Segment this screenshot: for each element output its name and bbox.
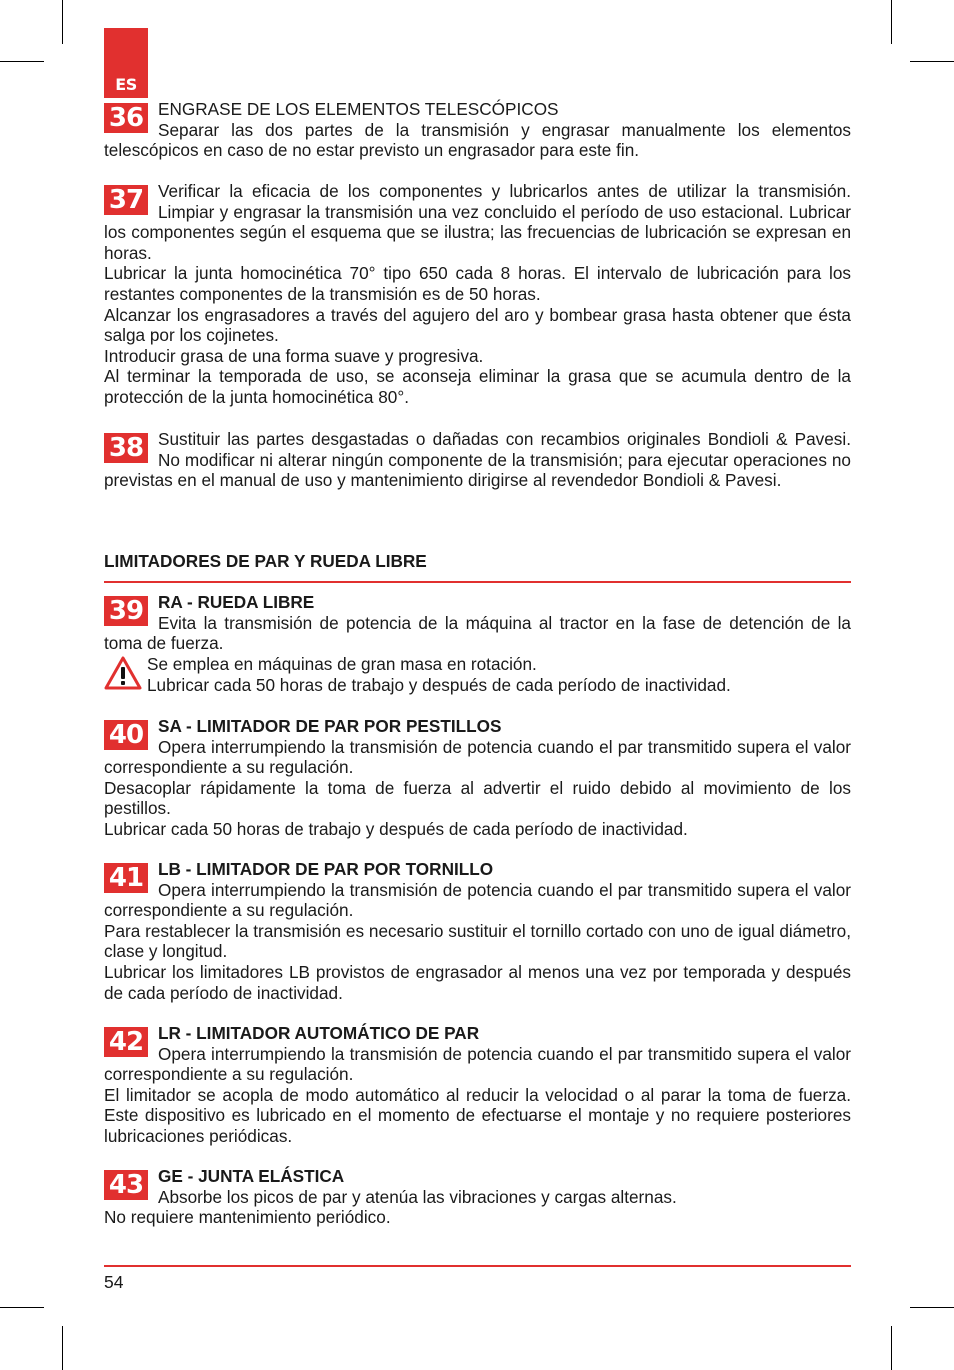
section-number: 42 xyxy=(104,1027,148,1057)
crop-mark xyxy=(910,61,954,62)
paragraph: Verificar la eficacia de los componentes y lubricarlos antes de utilizar la transmisión. Limpiar y engrasar la transmisión una vez concluido el período de uso estacional. Lubricar los componentes según el esquema que se ilustra; las frecuencias de lubricación se expresan en horas. xyxy=(104,181,851,263)
page-number: 54 xyxy=(104,1272,124,1292)
paragraph: Lubricar la junta homocinética 70° tipo 650 cada 8 horas. El intervalo de lubricación para los restantes componentes de la transmisión es de 50 horas. xyxy=(104,263,851,304)
paragraph: Sustituir las partes desgastadas o dañadas con recambios originales Bondioli & Pavesi. No modificar ni alterar ningún componente de la transmisión; para ejecutar operaciones no previstas en el manual de uso y mantenimiento dirigirse al revendedor Bondioli & Pavesi. xyxy=(104,429,851,491)
section-title: ENGRASE DE LOS ELEMENTOS TELESCÓPICOS xyxy=(158,99,559,119)
crop-mark xyxy=(0,1307,44,1308)
section-41 xyxy=(104,859,851,1003)
warning-icon xyxy=(104,656,142,690)
language-tab xyxy=(104,28,148,98)
paragraph: Evita la transmisión de potencia de la máquina al tractor en la fase de detención de la toma de fuerza. xyxy=(104,612,851,654)
section-number: 38 xyxy=(104,433,148,463)
paragraph: Introducir grasa de una forma suave y progresiva. xyxy=(104,345,484,366)
crop-mark xyxy=(910,1307,954,1308)
crop-mark xyxy=(62,1326,63,1370)
section-number: 36 xyxy=(104,103,148,133)
section-36 xyxy=(104,99,851,161)
paragraph: Lubricar los limitadores LB provistos de engrasador al menos una vez por temporada y después de cada período de inactividad. xyxy=(104,961,851,1003)
section-title: RA - RUEDA LIBRE xyxy=(158,592,315,612)
paragraph: Opera interrumpiendo la transmisión de potencia cuando el par transmitido supera el valor correspondiente a su regulación. xyxy=(104,879,851,921)
paragraph: Lubricar cada 50 horas de trabajo y después de cada período de inactividad. xyxy=(104,818,688,839)
crop-mark xyxy=(0,61,44,62)
divider xyxy=(104,581,851,583)
section-number: 40 xyxy=(104,720,148,750)
paragraph: No requiere mantenimiento periódico. xyxy=(104,1207,391,1228)
warning-text xyxy=(147,654,731,695)
section-title: LR - LIMITADOR AUTOMÁTICO DE PAR xyxy=(158,1023,480,1043)
paragraph: Alcanzar los engrasadores a través del agujero del aro y bombear grasa hasta obtener que ésta salga por los cojinetes. xyxy=(104,304,851,346)
section-title: GE - JUNTA ELÁSTICA xyxy=(158,1166,345,1186)
paragraph: Al terminar la temporada de uso, se aconseja eliminar la grasa que se acumula dentro de la protección de la junta homocinética 80°. xyxy=(104,366,851,407)
section-number: 37 xyxy=(104,185,148,215)
warning-line: Lubricar cada 50 horas de trabajo y después de cada período de inactividad. xyxy=(147,674,731,695)
language-code: ES xyxy=(115,75,137,94)
section-title: SA - LIMITADOR DE PAR POR PESTILLOS xyxy=(158,716,502,736)
crop-mark xyxy=(62,0,63,44)
section-number: 43 xyxy=(104,1170,148,1200)
paragraph: Absorbe los picos de par y atenúa las vibraciones y cargas alternas. xyxy=(158,1186,677,1207)
paragraph: Opera interrumpiendo la transmisión de potencia cuando el par transmitido supera el valor correspondiente a su regulación. xyxy=(104,1043,851,1085)
paragraph: Para restablecer la transmisión es necesario sustituir el tornillo cortado con uno de igual diámetro, clase y longitud. xyxy=(104,920,851,962)
paragraph: Opera interrumpiendo la transmisión de potencia cuando el par transmitido supera el valor correspondiente a su regulación. xyxy=(104,736,851,778)
section-number: 41 xyxy=(104,863,148,893)
paragraph: Separar las dos partes de la transmisión y engrasar manualmente los elementos telescópicos en caso de no estar previsto un engrasador para este fin. xyxy=(104,119,851,161)
section-heading: LIMITADORES DE PAR Y RUEDA LIBRE xyxy=(104,551,427,571)
section-37 xyxy=(104,181,851,408)
section-40 xyxy=(104,716,851,840)
crop-mark xyxy=(891,0,892,44)
section-38 xyxy=(104,429,851,491)
warning-line: Se emplea en máquinas de gran masa en rotación. xyxy=(147,654,537,674)
crop-mark xyxy=(891,1326,892,1370)
section-title: LB - LIMITADOR DE PAR POR TORNILLO xyxy=(158,859,494,879)
section-42 xyxy=(104,1023,851,1147)
section-43 xyxy=(104,1166,851,1228)
section-39 xyxy=(104,592,851,654)
footer-divider xyxy=(104,1265,851,1267)
paragraph: Desacoplar rápidamente la toma de fuerza al advertir el ruido debido al movimiento de los pestillos. xyxy=(104,777,851,819)
paragraph: El limitador se acopla de modo automático al reducir la velocidad o al parar la toma de fuerza. Este dispositivo es lubricado en el momento de efectuarse el montaje y no requiere posteriores lubricaciones periódicas. xyxy=(104,1084,851,1146)
section-number: 39 xyxy=(104,596,148,626)
